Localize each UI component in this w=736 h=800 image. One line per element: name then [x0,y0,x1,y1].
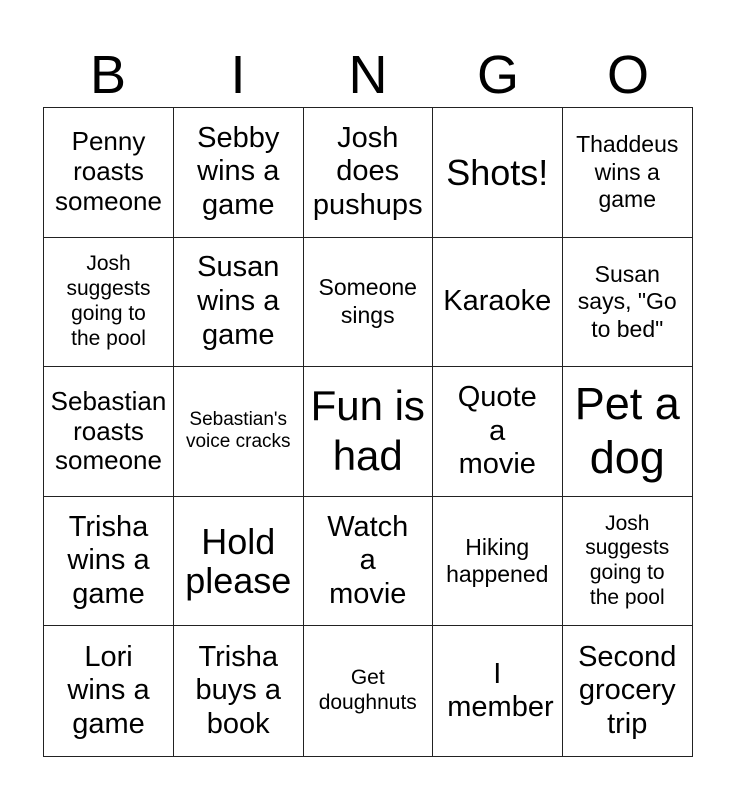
bingo-cell-r1-c4[interactable] [433,108,563,238]
cell-text: Susan wins a game [197,251,280,351]
bingo-cell-r5-c5[interactable] [563,626,693,756]
cell-text: Quote a movie [457,381,537,481]
bingo-cell-r2-c1[interactable] [44,238,174,368]
cell-text: Sebby wins a game [197,121,280,222]
header-letter-i: I [230,45,246,105]
cell-text: Second grocery trip [578,640,677,740]
cell-text: I member [447,657,554,724]
header-letter-n: N [348,45,388,105]
cell-text: Get doughnuts [318,666,417,715]
bingo-cell-r1-c1[interactable] [44,108,174,238]
bingo-header [43,42,693,108]
header-letter-g: G [476,45,519,105]
bingo-cell-r1-c3[interactable] [304,108,434,238]
cell-text: Lori wins a game [67,640,150,740]
bingo-cell-r4-c2[interactable] [174,497,304,627]
bingo-cell-r3-c5[interactable] [563,367,693,497]
bingo-cell-r5-c1[interactable] [44,626,174,756]
header-letter-b: B [89,45,127,105]
cell-text: Trisha wins a game [67,510,150,610]
cell-text: Thaddeus wins a game [576,130,679,213]
bingo-cell-r1-c5[interactable] [563,108,693,238]
bingo-cell-r1-c2[interactable] [174,108,304,238]
cell-text: Hold please [185,520,292,602]
cell-text: Josh does pushups [312,121,423,222]
cell-text: Susan says, "Go to bed" [577,260,677,342]
cell-text: Pet a dog [574,378,680,484]
header-letter-o: O [606,45,649,105]
cell-text: Someone sings [318,274,417,328]
bingo-cell-r4-c4[interactable] [433,497,563,627]
bingo-cell-r5-c3[interactable] [304,626,434,756]
cell-text: Sebastian roasts someone [50,385,167,476]
bingo-cell-r5-c4[interactable] [433,626,563,756]
bingo-cell-r5-c2[interactable] [174,626,304,756]
bingo-cell-r3-c1[interactable] [44,367,174,497]
bingo-cell-r2-c5[interactable] [563,238,693,368]
bingo-cell-r3-c4[interactable] [433,367,563,497]
bingo-cell-r4-c3[interactable] [304,497,434,627]
cell-text: Karaoke [443,285,552,318]
cell-text: Hiking happened [446,533,549,588]
bingo-cell-r4-c5[interactable] [563,497,693,627]
bingo-cell-r3-c2[interactable] [174,367,304,497]
cell-text: Watch a movie [327,510,409,610]
bingo-cell-r2-c4[interactable] [433,238,563,368]
bingo-board [43,107,693,757]
cell-text: Josh suggests going to the pool [585,511,670,609]
bingo-cell-r4-c1[interactable] [44,497,174,627]
cell-text: Sebastian's voice cracks [185,408,291,453]
cell-text: Shots! [446,151,549,193]
bingo-cell-r3-c3[interactable] [304,367,434,497]
cell-text: Josh suggests going to the pool [66,252,151,350]
bingo-cell-r2-c2[interactable] [174,238,304,368]
bingo-cell-r2-c3[interactable] [304,238,434,368]
cell-text: Trisha buys a book [195,640,281,740]
cell-text: Fun is had [310,382,425,480]
cell-text: Penny roasts someone [55,126,162,217]
